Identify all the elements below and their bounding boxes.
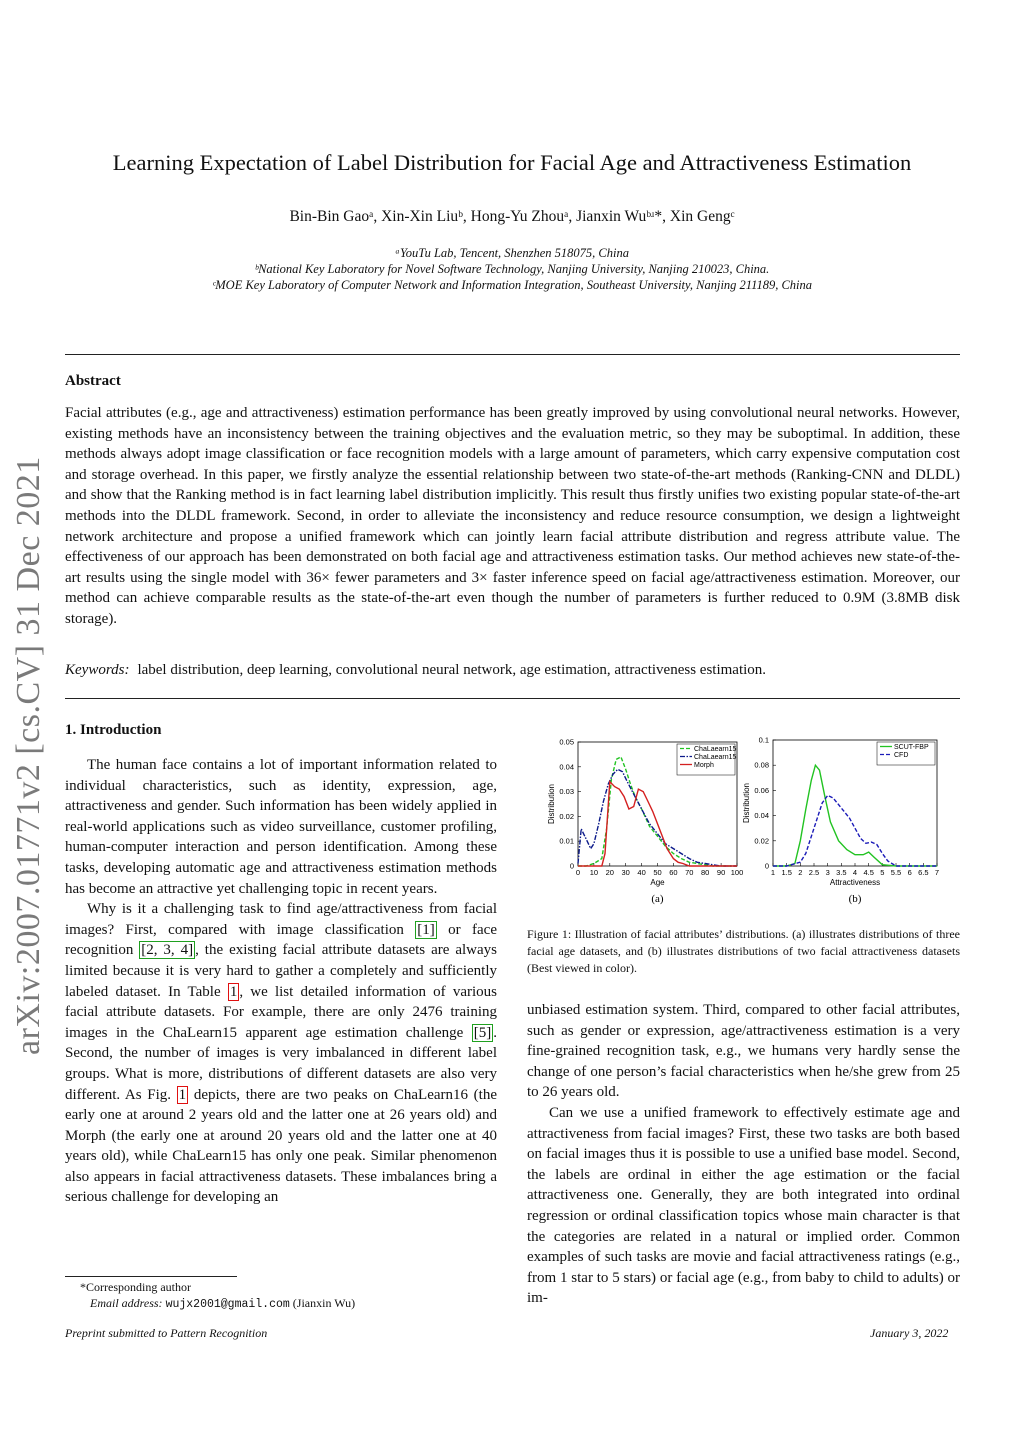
x-tick-label: 1.5: [781, 868, 792, 877]
y-axis-label: Distribution: [547, 783, 556, 825]
left-column: [65, 755, 497, 1208]
affiliation-a: ᵃYouTu Lab, Tencent, Shenzhen 518075, China: [395, 246, 629, 260]
series-line-morph: [578, 782, 737, 866]
x-tick-label: 90: [716, 868, 726, 877]
legend-entry: CFD: [894, 752, 909, 759]
footer-date: January 3, 2022: [870, 1326, 949, 1340]
table-ref-link[interactable]: 1: [229, 983, 238, 1000]
x-tick-label: 3.5: [836, 868, 847, 877]
arxiv-stamp: arXiv:2007.01771v2 [cs.CV] 31 Dec 2021: [10, 456, 47, 1055]
legend-entry: ChaLaearn15: [694, 746, 737, 753]
series-line-cfd: [773, 795, 937, 866]
abstract-heading: Abstract: [65, 373, 121, 389]
footnote-corresponding: *Corresponding author: [80, 1280, 191, 1294]
intro-paragraph-2: [65, 899, 497, 1208]
intro-paragraph-1: The human face contains a lot of important information related to individual characteristics, such as identity, expression, age, attractiveness and gender. Such information has been widely applied in real-world applications such as video surveillance, customer profiling, human-computer interaction and person identification. Among these tasks, developing automatic age and attractiveness estimation methods has become an attractive yet challenging topic in recent years.: [65, 757, 497, 897]
y-tick-label: 0.08: [754, 760, 769, 770]
divider-bottom: [65, 698, 960, 699]
x-tick-label: 1: [770, 868, 776, 877]
legend-entry: Morph: [694, 762, 714, 769]
x-tick-label: 30: [621, 868, 630, 877]
figure-caption: Figure 1: Illustration of facial attributes’ distributions. (a) illustrates distributions of three facial age datasets, and (b) illustrates distributions of two facial attractiveness datasets (Best viewed in color).: [527, 927, 960, 975]
right-column: [527, 1000, 960, 1309]
paper-title: Learning Expectation of Label Distribution for Facial Age and Attractiveness Estimation: [112, 150, 912, 175]
series-line-chalaearn15: [578, 769, 737, 866]
section-heading-introduction: 1. Introduction: [65, 722, 162, 738]
x-tick-label: 2.5: [808, 868, 820, 877]
footnote-divider: [65, 1276, 237, 1277]
keywords-label: Keywords:: [65, 662, 130, 678]
y-tick-label: 0.02: [754, 836, 769, 846]
x-tick-label: 40: [637, 868, 646, 877]
x-tick-label: 3: [825, 868, 830, 877]
keywords-line: [65, 662, 960, 679]
right-paragraph-1: unbiased estimation system. Third, compared to other facial attributes, such as gender or expression, age/attractiveness estimation is a very fine-grained recognition task, e.g., we humans very hardly sense the change of one person’s facial characteristics when he/she grew from 25 to 26 years old.: [527, 1002, 960, 1101]
figure-ref-link[interactable]: 1: [178, 1086, 187, 1103]
chart-panel-a: [547, 738, 743, 906]
x-tick-label: 4.5: [863, 868, 874, 877]
email-address[interactable]: wujx2001@gmail.com: [165, 1298, 290, 1311]
abstract-body: Facial attributes (e.g., age and attractiveness) estimation performance has been greatly improved by using convolutional neural networks. However, existing methods have an inconsistency between the training objectives and the evaluation metric, so they may be suboptimal. In addition, these methods always adopt image classification or face recognition models with a large amount of parameters, which carry expensive computation cost and storage overhead. In this paper, we firstly analyze the essential relationship between two state-of-the-art methods (Ranking-CNN and DLDL) and show that the Ranking method is in fact learning label distribution implicitly. This result thus firstly unifies two existing popular state-of-the-art methods into the DLDL framework. Second, in order to alleviate the inconsistency and reduce resource consumption, we design a lightweight network architecture and propose a unified framework which can jointly learn facial attribute distribution and regress attribute value. The effectiveness of our approach has been demonstrated on both facial age and attractiveness estimation tasks. Our method achieves new state-of-the-art results using the single model with 36× fewer parameters and 3× faster inference speed on facial age/attractiveness estimation. Moreover, our method can achieve comparable results as the state-of-the-art even though the number of parameters is further reduced to 0.9M (3.8MB disk storage).: [65, 405, 960, 627]
y-tick-label: 0.04: [559, 762, 574, 772]
text-run: , we list detailed information of various facial attribute datasets. For example, there are only 2476 training images in the ChaLearn15 apparent age estimation challenge: [65, 983, 498, 1041]
keywords-text: label distribution, deep learning, convolutional neural network, age estimation, attractiveness estimation.: [137, 662, 767, 678]
chart-panel-b: [742, 736, 939, 906]
x-tick-label: 6.5: [918, 868, 929, 877]
x-tick-label: 5: [880, 868, 885, 877]
right-paragraph-2: Can we use a unified framework to effectively estimate age and attractiveness from facial images? First, these two tasks are both based on facial images thus it is possible to use a unified base model. Second, the labels are ordinal in either the age estimation or the facial attractiveness one. Generally, they are both integrated into ordinal regression or ordinal classification topics whose main character is that the categories are related in a natural or implied order. Common examples of such tasks are movie and facial attractiveness ratings (e.g., from 1 star to 5 stars) or facial age (e.g., from baby to child to adults) or im-: [527, 1104, 960, 1307]
x-axis-label: Age: [650, 878, 665, 887]
x-tick-label: 50: [653, 868, 662, 877]
text-run: Why is it a challenging task to find age/attractiveness from facial images? First, compared with image classification: [65, 901, 497, 938]
legend-entry: ChaLaearn15: [694, 754, 737, 761]
x-tick-label: 60: [669, 868, 678, 877]
x-tick-label: 80: [701, 868, 710, 877]
x-tick-label: 100: [730, 868, 744, 877]
affiliation-b: ᵇNational Key Laboratory for Novel Software Technology, Nanjing University, Nanjing 210023, China.: [254, 262, 770, 276]
y-axis-label: Distribution: [742, 782, 751, 824]
x-tick-label: 70: [685, 868, 694, 877]
y-tick-label: 0: [764, 861, 769, 871]
x-tick-label: 10: [589, 868, 599, 877]
affiliation-c: ᶜMOE Key Laboratory of Computer Network and Information Integration, Southeast University, Nanjing 211189, China: [211, 278, 813, 292]
x-tick-label: 5.5: [890, 868, 902, 877]
legend-entry: SCUT-FBP: [894, 744, 929, 751]
y-tick-label: 0: [569, 861, 574, 871]
y-tick-label: 0.01: [559, 836, 574, 846]
citation-link[interactable]: [1]: [417, 921, 435, 938]
email-owner: (Jianxin Wu): [292, 1296, 356, 1310]
x-tick-label: 2: [798, 868, 803, 877]
divider-top: [65, 354, 960, 355]
y-tick-label: 0.04: [754, 811, 769, 821]
x-axis-label: Attractiveness: [829, 878, 881, 887]
series-line-scut-fbp: [773, 765, 937, 866]
y-tick-label: 0.1: [758, 735, 769, 745]
y-tick-label: 0.05: [559, 737, 574, 747]
figure-1: [527, 730, 960, 920]
text-run: depicts, there are two peaks on ChaLearn16 (the early one at around 2 years old and the latter one at 26 years old) and Morph (the early one at around 20 years old and the latter one at 40 years old), while ChaLearn15 has only one peak. Similar phenomenon also appears in facial attractiveness datasets. These imbalances bring a serious challenge for developing an: [65, 1086, 498, 1206]
citation-link[interactable]: [2, 3, 4]: [141, 942, 194, 959]
email-label: Email address:: [90, 1296, 163, 1310]
text-run: , the existing facial attribute datasets are always limited because it is very hard to gather a completely and sufficiently labeled dataset. In Table: [65, 942, 497, 1000]
x-tick-label: 0: [575, 868, 581, 877]
footer-journal: Preprint submitted to Pattern Recognition: [65, 1326, 268, 1340]
panel-label: (a): [651, 893, 664, 905]
citation-link[interactable]: [5]: [473, 1024, 492, 1041]
x-tick-label: 20: [605, 868, 614, 877]
x-tick-label: 6: [907, 868, 912, 877]
panel-label: (b): [848, 893, 862, 905]
text-run: or face recognition: [65, 921, 498, 959]
y-tick-label: 0.02: [559, 811, 574, 821]
footnote-email: [90, 1296, 355, 1311]
y-tick-label: 0.06: [754, 785, 769, 795]
y-tick-label: 0.03: [559, 787, 574, 797]
author-list: Bin-Bin Gaoᵃ, Xin-Xin Liuᵇ, Hong-Yu Zhouᵃ, Jianxin Wuᵇʴ*, Xin Gengᶜ: [289, 208, 735, 225]
x-tick-label: 4: [852, 868, 858, 877]
text-run: . Second, the number of images is very imbalanced in different label groups. What is more, distributions of different datasets are also very different. As Fig.: [65, 1024, 497, 1103]
x-tick-label: 7: [934, 868, 940, 877]
